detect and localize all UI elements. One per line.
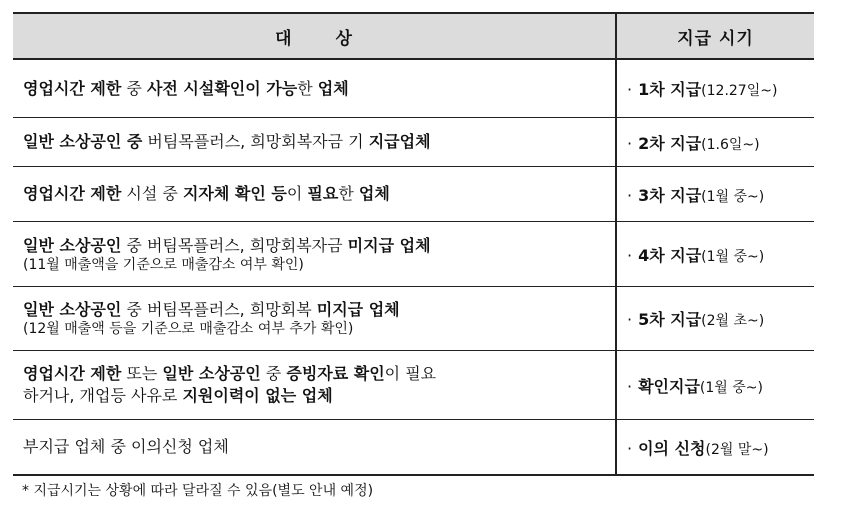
target-text [23, 299, 615, 321]
target-cell [13, 59, 616, 118]
emphasis-text: 지자체 확인 등 [182, 184, 287, 203]
bullet: · [627, 133, 633, 153]
plain-text: 하거나, 개업등 사유로 [23, 386, 183, 405]
stage-label: 1차 지급 [638, 80, 702, 99]
emphasis-text: 사전 시설확인이 가능 [146, 78, 298, 98]
target-cell [13, 420, 616, 476]
target-subtext: (12월 매출액 등을 기준으로 매출감소 여부 추가 확인) [23, 321, 354, 337]
table-row [13, 287, 814, 351]
target-text [23, 183, 615, 205]
emphasis-text: 업체 [358, 184, 390, 203]
target-text [23, 78, 615, 100]
plain-text: 중 [260, 364, 287, 383]
bullet: · [627, 80, 633, 99]
stage-label: 4차 지급 [638, 245, 702, 265]
plain-text: 한 [297, 78, 318, 98]
timing-cell [616, 287, 814, 351]
date-label: (1월 중~) [701, 188, 765, 205]
plain-text: 중 [121, 78, 147, 98]
plain-text: 이 필요 [384, 364, 437, 383]
plain-text: 시설 중 [121, 184, 183, 203]
emphasis-text: 영업시간 제한 [23, 78, 122, 98]
timing-cell [616, 167, 814, 222]
stage-label: 5차 지급 [638, 310, 702, 329]
emphasis-text: 영업시간 제한 [23, 364, 122, 383]
table-row [13, 420, 814, 476]
date-label: (1월 중~) [699, 379, 763, 396]
bullet: · [627, 185, 633, 205]
plain-text: 이 [286, 184, 308, 203]
emphasis-text: 업체 [317, 78, 349, 98]
timing-cell [616, 351, 814, 420]
target-text [23, 436, 615, 458]
stage-label: 2차 지급 [638, 133, 702, 153]
date-label: (1.6일~) [701, 136, 760, 153]
bullet: · [627, 376, 633, 396]
bullet: · [627, 245, 633, 265]
date-label: (2월 초~) [701, 313, 765, 329]
table-row [13, 59, 814, 118]
emphasis-text: 필요 [307, 184, 339, 203]
emphasis-text: 지급업체 [368, 132, 431, 151]
table-row [13, 222, 814, 287]
plain-text: 한 [338, 184, 359, 203]
plain-text: 버팀목플러스, 희망회복자금 기 [142, 132, 369, 151]
bullet: · [627, 310, 633, 329]
plain-text: 중 버팀목플러스, 희망회복자금 [121, 235, 348, 255]
bullet: · [627, 438, 633, 458]
target-cell [13, 118, 616, 167]
plain-text: 중 버팀목플러스, 희망회복 [121, 300, 317, 319]
stage-label: 3차 지급 [638, 185, 702, 205]
timing-cell [616, 222, 814, 287]
header-target: 대 상 [13, 13, 616, 59]
target-text [23, 131, 615, 153]
emphasis-text: 미지급 업체 [347, 235, 431, 255]
emphasis-text: 증빙자료 확인 [286, 364, 385, 383]
target-cell [13, 222, 616, 287]
target-cell [13, 287, 616, 351]
footnote: * 지급시기는 상황에 따라 달라질 수 있음(별도 안내 예정) [22, 483, 374, 499]
target-cell [13, 167, 616, 222]
plain-text: 또는 [121, 364, 163, 383]
emphasis-text: 일반 소상공인 [162, 364, 261, 383]
table-row [13, 118, 814, 167]
table-row [13, 167, 814, 222]
date-label: (12.27일~) [701, 83, 778, 99]
target-subtext: (11월 매출액을 기준으로 매출감소 여부 확인) [23, 256, 304, 273]
target-text [23, 235, 615, 257]
payment-schedule-table [13, 12, 814, 476]
emphasis-text: 미지급 업체 [316, 300, 400, 319]
header-timing: 지급 시기 [616, 13, 814, 59]
target-text [23, 363, 615, 407]
table-row [13, 351, 814, 420]
date-label: (1월 중~) [701, 248, 765, 265]
timing-cell [616, 59, 814, 118]
emphasis-text: 일반 소상공인 중 [23, 132, 143, 151]
emphasis-text: 일반 소상공인 [23, 235, 122, 255]
stage-label: 확인지급 [638, 376, 700, 396]
target-cell [13, 351, 616, 420]
stage-label: 이의 신청 [638, 438, 706, 458]
timing-cell [616, 420, 814, 476]
emphasis-text: 지원이력이 없는 업체 [182, 386, 333, 405]
plain-text: 부지급 업체 중 이의신청 업체 [23, 437, 229, 456]
emphasis-text: 일반 소상공인 [23, 300, 122, 319]
emphasis-text: 영업시간 제한 [23, 184, 122, 203]
date-label: (2월 말~) [705, 441, 769, 458]
timing-cell [616, 118, 814, 167]
